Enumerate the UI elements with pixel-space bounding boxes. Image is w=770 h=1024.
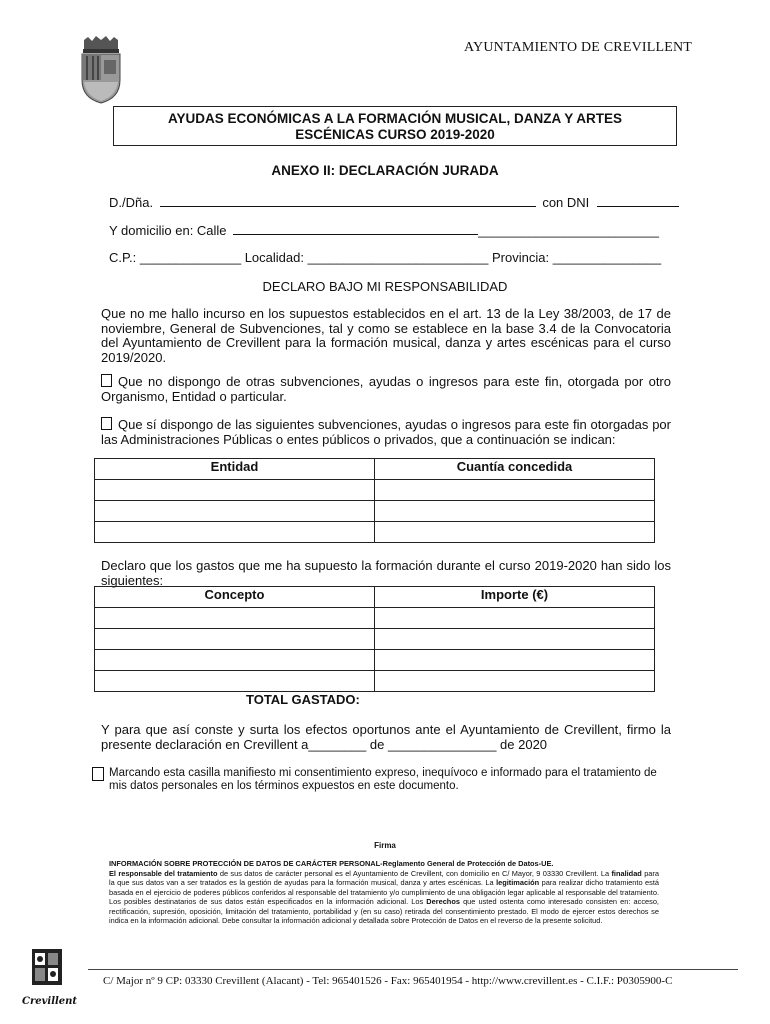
crevillent-logo-icon bbox=[22, 945, 72, 995]
consent-checkbox[interactable] bbox=[92, 767, 104, 781]
closing-year: de 2020 bbox=[500, 736, 548, 752]
table-header-row bbox=[95, 459, 655, 480]
footer-address: C/ Major nº 9 CP: 03330 Crevillent (Alacant) - Tel: 965401526 - Fax: 965401954 - http://www.crevillent.es - C.I.F.: P0305900-C bbox=[103, 975, 673, 987]
crevillent-logo bbox=[22, 945, 78, 1007]
name-label: D./Dña. bbox=[109, 195, 154, 210]
main-declaration-paragraph: Que no me hallo incurso en los supuestos establecidos en el art. 13 de la Ley 38/2003, de 17 de noviembre, General de Subvenciones, tal y como se establece en la base 3.4 de la Convocatoria del Ayuntamiento de Crevillent para la formación musical, danza y artes escénicas para el curso 2019/2020. bbox=[101, 306, 671, 365]
title-line-2: ESCÉNICAS CURSO 2019-2020 bbox=[295, 127, 495, 142]
privacy-finalidad-label: finalidad bbox=[611, 868, 642, 878]
table-row bbox=[95, 608, 655, 629]
address-dashes: _________________________ bbox=[478, 223, 659, 238]
locality-field[interactable]: _________________________ bbox=[307, 250, 489, 265]
table-row bbox=[95, 650, 655, 671]
header-cuantia: Cuantía concedida bbox=[375, 459, 655, 480]
cp-label: C.P.: bbox=[109, 250, 137, 265]
header-concepto: Concepto bbox=[95, 587, 375, 608]
month-field[interactable]: _______________ bbox=[387, 736, 497, 752]
table-row bbox=[95, 480, 655, 501]
location-row bbox=[109, 250, 661, 265]
table-row bbox=[95, 501, 655, 522]
closing-paragraph bbox=[101, 723, 671, 752]
option-no-text: Que no dispongo de otras subvenciones, ayudas o ingresos para este fin, otorgada por otro Organismo, Entidad o particular. bbox=[101, 374, 671, 404]
option-yes-checkbox[interactable] bbox=[101, 417, 112, 430]
privacy-finalidad-text: para la que sus datos van a ser tratados es la gestión de ayudas para la formación musical, danza y artes escénicas. La bbox=[109, 868, 659, 887]
table-row bbox=[95, 671, 655, 692]
province-label: Provincia: bbox=[491, 250, 550, 265]
privacy-responsable-text: de sus datos de carácter personal es el Ayuntamiento de Crevillent, con domicilio en C/ Mayor, 9 03330 Crevillent. La bbox=[219, 868, 610, 878]
privacy-notice bbox=[109, 859, 659, 926]
name-field[interactable] bbox=[160, 194, 536, 207]
signature-label: Firma bbox=[374, 841, 396, 850]
privacy-legitimacion-text: para realizar dicho tratamiento está basada en el ejercicio de poderes públicos conferidos al responsable del tratamiento y/o cumplimiento de una obligación legar aplicable al responsable del tratamiento. Los posibles destinatarios de sus datos están especificados en la información adicional. Los bbox=[109, 878, 659, 906]
table-cell[interactable] bbox=[375, 608, 655, 629]
table-cell[interactable] bbox=[375, 480, 655, 501]
document-title-box bbox=[113, 106, 677, 146]
privacy-heading: INFORMACIÓN SOBRE PROTECCIÓN DE DATOS DE CARÁCTER PERSONAL-Reglamento General de Protección de Datos-UE. bbox=[109, 859, 554, 868]
subsidies-table bbox=[94, 458, 655, 543]
privacy-responsable-label: El responsable del tratamiento bbox=[109, 868, 218, 878]
footer-divider bbox=[88, 969, 738, 970]
header-importe: Importe (€) bbox=[375, 587, 655, 608]
consent-text: Marcando esta casilla manifiesto mi consentimiento expreso, inequívoco e informado para el tratamiento de mis datos personales en los términos expuestos en este documento. bbox=[109, 767, 657, 792]
table-cell[interactable] bbox=[95, 671, 375, 692]
dni-field[interactable] bbox=[597, 194, 679, 207]
table-header-row bbox=[95, 587, 655, 608]
table-cell[interactable] bbox=[95, 480, 375, 501]
table-cell[interactable] bbox=[95, 629, 375, 650]
annex-title: ANEXO II: DECLARACIÓN JURADA bbox=[271, 163, 499, 178]
locality-label: Localidad: bbox=[244, 250, 304, 265]
privacy-derechos-text: que usted ostenta como interesado consisten en: acceso, rectificación, supresión, oposición, limitación del tratamiento, portabilidad y (en su caso) retirada del consentimiento prestado. El modo de ejercer estos derechos se indica en la información adicional. Debe consultar la información adicional y detallada sobre Protección de Datos en el reverso de la presente solicitud. bbox=[109, 897, 659, 925]
privacy-derechos-label: Derechos bbox=[426, 897, 460, 906]
header-entidad: Entidad bbox=[95, 459, 375, 480]
address-label: Y domicilio en: Calle bbox=[109, 223, 227, 238]
option-yes-subsidies bbox=[101, 417, 671, 447]
table-cell[interactable] bbox=[375, 671, 655, 692]
name-row bbox=[109, 194, 679, 210]
closing-text: Y para que así conste y surta los efectos oportunos ante el Ayuntamiento de Crevillent, firmo la presente declaración en Crevillent a bbox=[101, 722, 671, 752]
table-cell[interactable] bbox=[95, 608, 375, 629]
table-row bbox=[95, 629, 655, 650]
privacy-legitimacion-label: legitimación bbox=[496, 878, 540, 887]
dni-label: con DNI bbox=[542, 195, 590, 210]
option-no-subsidies bbox=[101, 374, 671, 404]
province-field[interactable]: _______________ bbox=[552, 250, 662, 265]
coat-of-arms-logo bbox=[78, 36, 124, 104]
street-field[interactable] bbox=[233, 222, 478, 235]
expenses-intro: Declaro que los gastos que me ha supuesto la formación durante el curso 2019-2020 han sido los siguientes: bbox=[101, 558, 671, 588]
total-spent-label: TOTAL GASTADO: bbox=[246, 692, 360, 707]
table-cell[interactable] bbox=[95, 650, 375, 671]
table-cell[interactable] bbox=[375, 650, 655, 671]
day-field[interactable]: ________ bbox=[308, 736, 367, 752]
table-cell[interactable] bbox=[95, 501, 375, 522]
table-row bbox=[95, 522, 655, 543]
closing-de: de bbox=[369, 736, 385, 752]
title-line-1: AYUDAS ECONÓMICAS A LA FORMACIÓN MUSICAL, DANZA Y ARTES bbox=[167, 111, 623, 126]
expenses-table bbox=[94, 586, 655, 692]
option-yes-text: Que sí dispongo de las siguientes subvenciones, ayudas o ingresos para este fin otorgadas por las Administraciones Públicas o entes públicos o privados, que a continuación se indican: bbox=[101, 417, 671, 447]
cp-field[interactable]: ______________ bbox=[139, 250, 242, 265]
organization-header: AYUNTAMIENTO DE CREVILLENT bbox=[464, 40, 693, 55]
table-cell[interactable] bbox=[375, 522, 655, 543]
declaration-heading: DECLARO BAJO MI RESPONSABILIDAD bbox=[262, 279, 508, 294]
address-row bbox=[109, 222, 659, 238]
table-cell[interactable] bbox=[95, 522, 375, 543]
table-cell[interactable] bbox=[375, 501, 655, 522]
logo-text: Crevillent bbox=[22, 996, 78, 1007]
table-cell[interactable] bbox=[375, 629, 655, 650]
option-no-checkbox[interactable] bbox=[101, 374, 112, 387]
